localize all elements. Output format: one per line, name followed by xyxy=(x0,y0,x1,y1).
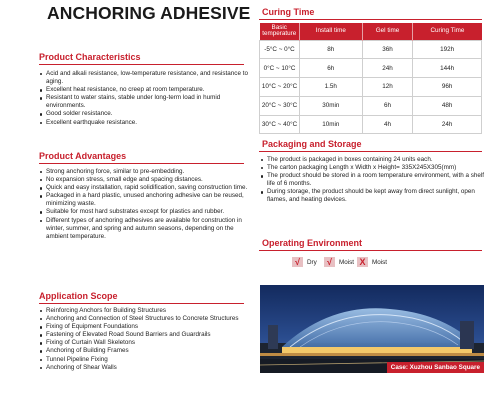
check-icon: √ xyxy=(292,257,303,267)
environment-rule xyxy=(259,250,482,251)
advantages-list xyxy=(39,168,249,241)
table-row xyxy=(260,96,482,115)
table-cell: 20°C ~ 30°C xyxy=(260,96,300,115)
list-item: Different types of anchoring adhesives are available for construction in winter, summer, and spring and autumn seasons, depending on the ambient temperature. xyxy=(39,217,249,241)
env-label: Moist xyxy=(372,258,388,266)
table-cell: 6h xyxy=(300,59,363,78)
characteristics-heading: Product Characteristics xyxy=(39,52,141,62)
table-cell: 8h xyxy=(300,40,363,59)
table-header-row xyxy=(260,23,482,40)
table-cell: 36h xyxy=(362,40,413,59)
table-cell: 24h xyxy=(362,59,413,78)
list-item: Fixing of Curtain Wall Skeletons xyxy=(39,339,249,347)
list-item: The product is packaged in boxes containing 24 units each. xyxy=(260,156,485,164)
table-row xyxy=(260,40,482,59)
list-item: Excellent heat resistance, no creep at room temperature. xyxy=(39,86,249,94)
env-moist-item xyxy=(324,257,354,267)
table-cell: 12h xyxy=(362,78,413,97)
table-cell: 10°C ~ 20°C xyxy=(260,78,300,97)
list-item: Packaged in a hard plastic, unused anchoring adhesive can be reused, minimizing waste. xyxy=(39,192,249,208)
table-header-cell: Gel time xyxy=(362,23,413,40)
packaging-list xyxy=(260,156,485,205)
advantages-heading: Product Advantages xyxy=(39,151,127,161)
table-cell: 4h xyxy=(362,115,413,134)
packaging-heading: Packaging and Storage xyxy=(262,139,362,149)
table-cell: 30min xyxy=(300,96,363,115)
characteristics-list xyxy=(39,70,249,127)
env-dry-item xyxy=(292,257,317,267)
page-title: ANCHORING ADHESIVE xyxy=(47,3,251,23)
list-item: Excellent earthquake resistance. xyxy=(39,119,249,127)
table-cell: 30°C ~ 40°C xyxy=(260,115,300,134)
table-row xyxy=(260,115,482,134)
list-item: Good solder resistance. xyxy=(39,110,249,118)
list-item: Suitable for most hard substrates except for plastics and rubber. xyxy=(39,208,249,216)
packaging-rule xyxy=(259,151,482,152)
table-cell: 48h xyxy=(413,96,482,115)
curing-heading: Curing Time xyxy=(262,7,315,17)
table-cell: 192h xyxy=(413,40,482,59)
table-header-cell: Install time xyxy=(300,23,363,40)
table-cell: 24h xyxy=(413,115,482,134)
list-item: The carton packaging Length x Width x Height= 335X245X305(mm) xyxy=(260,164,485,172)
list-item: Strong anchoring force, similar to pre-embedding. xyxy=(39,168,249,176)
table-cell: 10min xyxy=(300,115,363,134)
case-photo xyxy=(260,285,484,373)
table-header-cell: Curing Time xyxy=(413,23,482,40)
list-item: During storage, the product should be kept away from direct sunlight, open flames, and heating devices. xyxy=(260,188,485,204)
curing-rule xyxy=(259,19,482,20)
table-cell: 1.5h xyxy=(300,78,363,97)
list-item: Anchoring and Connection of Steel Structures to Concrete Structures xyxy=(39,315,249,323)
cross-icon: X xyxy=(357,257,368,267)
scope-heading: Application Scope xyxy=(39,291,118,301)
building-illustration xyxy=(260,285,484,373)
env-label: Moist xyxy=(339,258,355,266)
table-row xyxy=(260,78,482,97)
table-cell: 6h xyxy=(362,96,413,115)
list-item: Reinforcing Anchors for Building Structures xyxy=(39,307,249,315)
characteristics-rule xyxy=(39,64,244,65)
table-header-cell: Basic temperature xyxy=(260,23,300,40)
table-cell: 96h xyxy=(413,78,482,97)
env-moist-cross-item xyxy=(357,257,387,267)
list-item: Tunnel Pipeline Fixing xyxy=(39,356,249,364)
environment-heading: Operating Environment xyxy=(262,238,363,248)
scope-rule xyxy=(39,303,244,304)
table-cell: 144h xyxy=(413,59,482,78)
list-item: No expansion stress, small edge and spacing distances. xyxy=(39,176,249,184)
list-item: Resistant to water stains, stable under long-term load in humid environments. xyxy=(39,94,249,110)
check-icon: √ xyxy=(324,257,335,267)
list-item: Anchoring of Building Frames xyxy=(39,347,249,355)
env-label: Dry xyxy=(307,258,317,266)
scope-list xyxy=(39,307,249,372)
list-item: Quick and easy installation, rapid solidification, saving construction time. xyxy=(39,184,249,192)
photo-caption: Case: Xuzhou Sanbao Square xyxy=(387,362,484,373)
list-item: Acid and alkali resistance, low-temperature resistance, and resistance to aging. xyxy=(39,70,249,86)
list-item: Fastening of Elevated Road Sound Barriers and Guardrails xyxy=(39,331,249,339)
table-cell: -5°C ~ 0°C xyxy=(260,40,300,59)
table-row xyxy=(260,59,482,78)
table-cell: 0°C ~ 10°C xyxy=(260,59,300,78)
advantages-rule xyxy=(39,163,244,164)
list-item: Anchoring of Shear Walls xyxy=(39,364,249,372)
list-item: The product should be stored in a room temperature environment, with a shelf life of 6 months. xyxy=(260,172,485,188)
curing-table xyxy=(259,23,482,134)
list-item: Fixing of Equipment Foundations xyxy=(39,323,249,331)
